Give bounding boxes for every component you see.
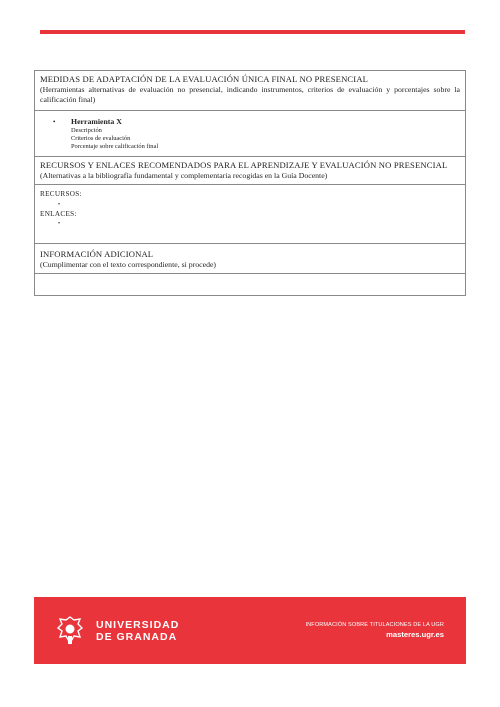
resources-subtitle: (Alternativas a la bibliografía fundamental y complementaria recogidas en la Guía Docente) (40, 171, 328, 180)
tool-description: Descripción (71, 127, 102, 134)
tool-cell (35, 111, 465, 157)
resources-title: RECURSOS Y ENLACES RECOMENDADOS PARA EL APRENDIZAJE Y EVALUACIÓN NO PRESENCIAL (40, 160, 448, 170)
enlaces-label: ENLACES: (40, 209, 77, 218)
header-rule (40, 30, 465, 34)
additional-title: INFORMACIÓN ADICIONAL (40, 249, 154, 259)
tool-name: Herramienta X (71, 117, 122, 126)
adaptation-subtitle: (Herramientas alternativas de evaluación no presencial, indicando instrumentos, criterios de evaluación y porcentajes sobre la calificación final) (40, 85, 460, 104)
recursos-label: RECURSOS: (40, 190, 82, 198)
tool-criteria: Criterios de evaluación (71, 135, 131, 143)
enlaces-bullet-icon: • (58, 221, 61, 227)
resources-cell (35, 185, 465, 244)
additional-header (35, 244, 465, 274)
university-line-2: DE GRANADA (96, 631, 178, 643)
adaptation-title: MEDIDAS DE ADAPTACIÓN DE LA EVALUACIÓN ÚNICA FINAL NO PRESENCIAL (40, 74, 369, 84)
adaptation-table (34, 70, 466, 296)
masteres-link[interactable]: masteres.ugr.es (386, 630, 444, 639)
footer-banner (34, 597, 466, 664)
ugr-crest-icon (56, 616, 84, 646)
recursos-bullet-icon: • (58, 201, 61, 208)
titulaciones-info (306, 622, 444, 639)
tool-percentage: Porcentaje sobre calificación final (71, 143, 159, 151)
tool-item (53, 117, 460, 127)
additional-cell (35, 274, 465, 295)
adaptation-header (35, 71, 465, 111)
university-name (96, 619, 179, 643)
university-line-1: UNIVERSIDAD (96, 619, 180, 631)
titulaciones-info-label: INFORMACIÓN SOBRE TITULACIONES DE LA UGR (305, 622, 444, 628)
additional-subtitle: (Cumplimentar con el texto correspondiente, si procede) (40, 260, 217, 269)
resources-header (35, 157, 465, 185)
bullet-icon: • (53, 118, 56, 126)
